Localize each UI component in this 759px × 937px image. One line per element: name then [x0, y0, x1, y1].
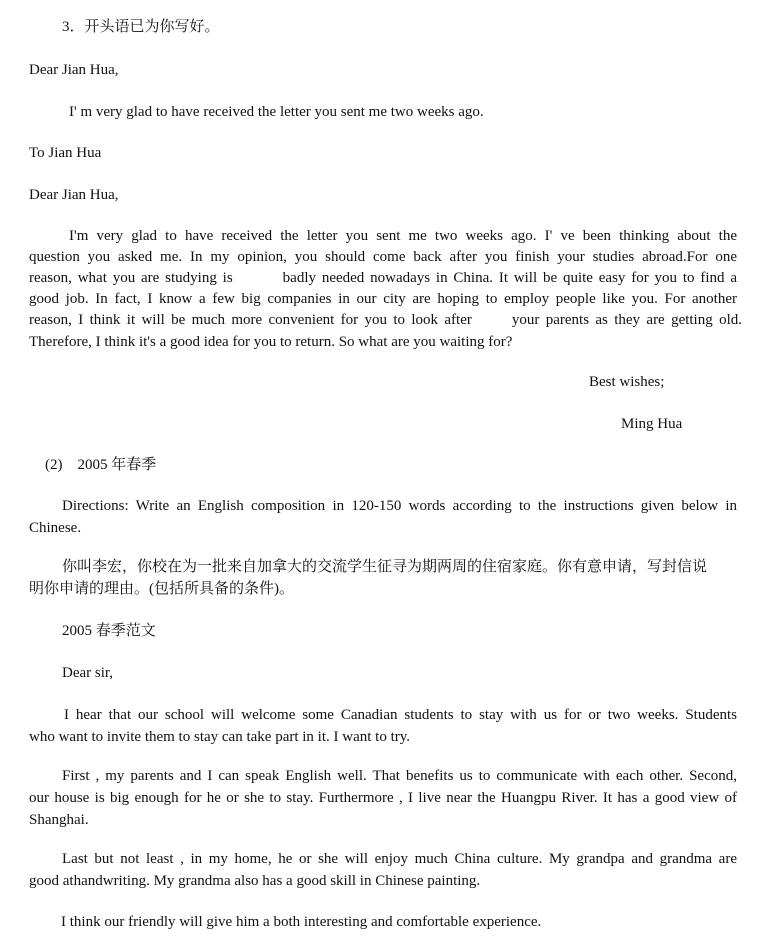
task-line: 明你申请的理由。(包括所具备的条件)。	[29, 581, 294, 597]
letter-signature: Ming Hua	[621, 416, 683, 432]
essay-line: who want to invite them to stay can take part in it. I want to try.	[29, 729, 411, 745]
essay-line: our house is big enough for he or she to stay. Furthermore , I live near the Huangpu River. It has a good view of	[29, 790, 737, 806]
essay-line: good athandwriting. My grandma also has a good skill in Chinese painting.	[29, 873, 481, 889]
letter-closing: Best wishes;	[589, 374, 665, 390]
letter-body-line	[29, 310, 742, 331]
letter-body-line: Therefore, I think it's a good idea for you to return. So what are you waiting for?	[29, 334, 513, 350]
section-heading: (2) 2005 年春季	[45, 457, 157, 473]
letter-body-segment: reason, I think it will be much more convenient for you to look after	[29, 312, 472, 328]
instruction-note: 3．开头语已为你写好。	[62, 19, 220, 35]
letter-greeting: Dear Jian Hua,	[29, 187, 119, 203]
task-line: 你叫李宏，你校在为一批来自加拿大的交流学生征寻为期两周的住宿家庭。你有意申请，写封信说	[62, 559, 708, 575]
sample-greeting: Dear Jian Hua,	[29, 62, 119, 78]
directions-line: Chinese.	[29, 520, 82, 536]
letter-body-line: question you asked me. In my opinion, you should come back after you finish your studies abroad.For one	[29, 249, 737, 265]
sample-essay-heading: 2005 春季范文	[62, 623, 156, 639]
essay-paragraph-4: I think our friendly will give him a both interesting and comfortable experience.	[61, 914, 542, 930]
essay-line: First , my parents and I can speak English well. That benefits us to communicate with each other. Second,	[62, 768, 737, 784]
letter-body-segment: your parents as they are getting old.	[511, 312, 742, 328]
essay-line: Last but not least , in my home, he or she will enjoy much China culture. My grandpa and grandma are	[62, 851, 737, 867]
letter-body-segment: reason, what you are studying is	[29, 270, 233, 286]
essay-greeting: Dear sir,	[62, 665, 114, 681]
essay-line: Shanghai.	[29, 812, 89, 828]
letter-body-segment: badly needed nowadays in China. It will be quite easy for you to find a	[282, 270, 737, 286]
sample-opening-sentence: I' m very glad to have received the letter you sent me two weeks ago.	[69, 104, 484, 120]
essay-line: I hear that our school will welcome some Canadian students to stay with us for or two weeks. Students	[64, 707, 737, 723]
letter-body-line: I'm very glad to have received the letter you sent me two weeks ago. I' ve been thinking about the	[69, 228, 737, 244]
letter-body-line	[29, 268, 737, 289]
letter-body-line: good job. In fact, I know a few big companies in our city are hoping to employ people like you. For another	[29, 291, 737, 307]
letter-addressee: To Jian Hua	[29, 145, 102, 161]
directions-line: Directions: Write an English composition in 120-150 words according to the instructions given below in	[62, 498, 737, 514]
